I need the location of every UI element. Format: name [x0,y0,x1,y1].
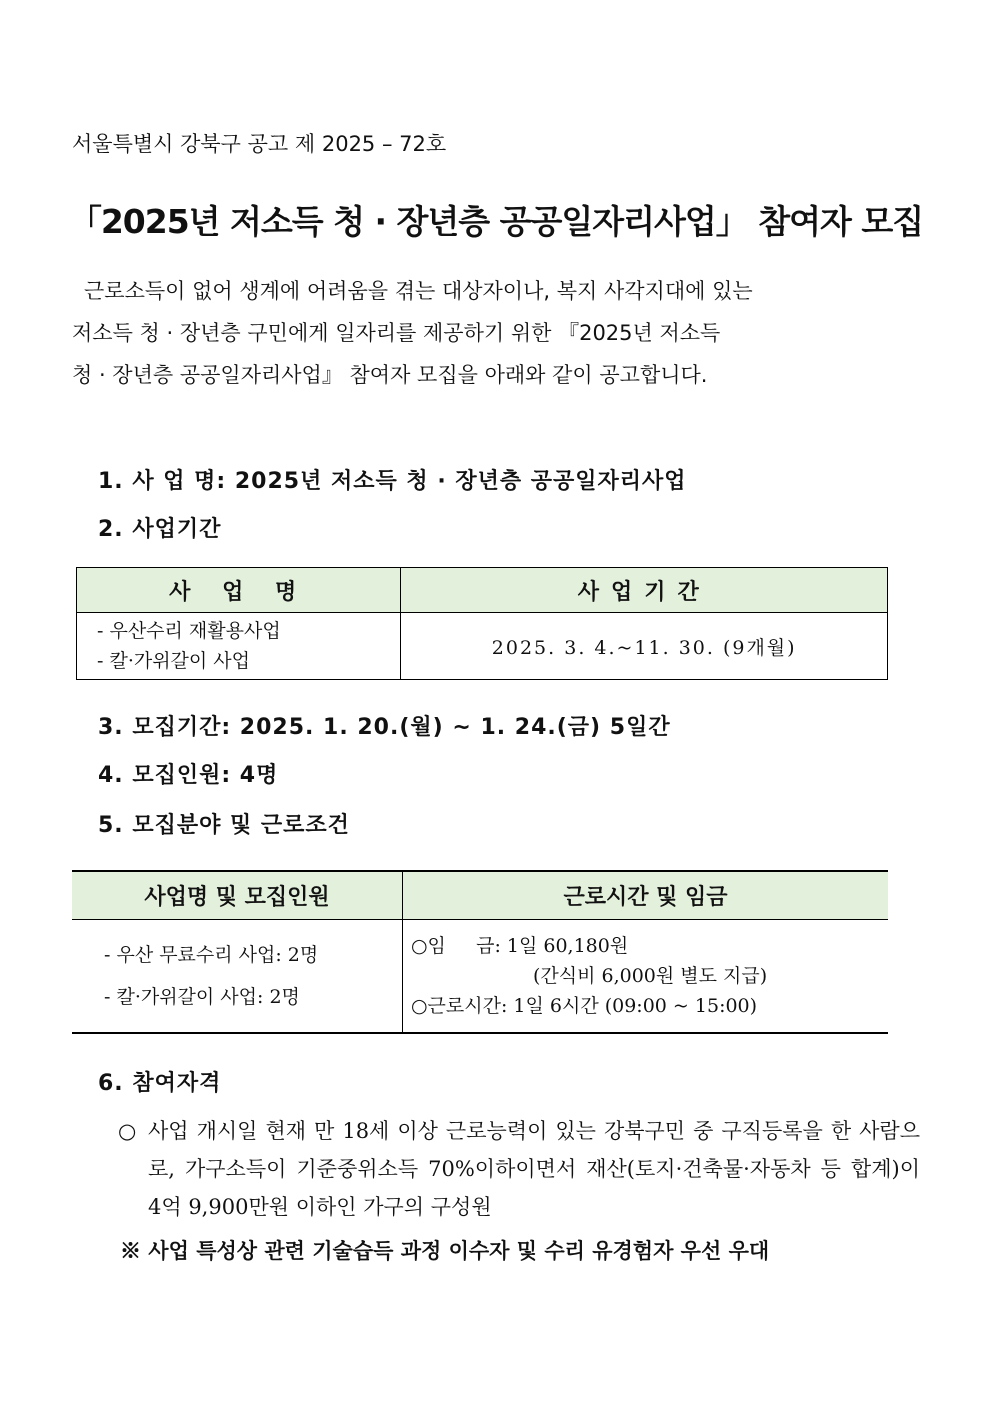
preference-note: ※ 사업 특성상 관련 기술습득 과정 이수자 및 수리 유경험자 우선 우대 [120,1238,770,1263]
intro-line: 저소득 청 · 장년층 구민에게 일자리를 제공하기 위한 『2025년 저소득 [72,321,721,345]
wage: ○임 금: 1일 60,180원 [410,935,629,957]
intro-line: 근로소득이 없어 생계에 어려움을 겪는 대상자이나, 복지 사각지대에 있는 [84,279,753,303]
notice-number: 서울특별시 강북구 공고 제 2025 – 72호 [72,132,447,156]
section-recruit-period: 3. 모집기간: 2025. 1. 20.(월) ~ 1. 24.(금) 5일간 [98,715,671,740]
project-item: - 칼·가위갈이 사업: 2명 [104,986,300,1008]
section-project-name: 1. 사 업 명: 2025년 저소득 청 · 장년층 공공일자리사업 [98,469,687,494]
table-header: 사 업 명 [77,568,401,613]
project-period-table [76,567,888,680]
table-row [77,613,888,680]
page-title: 「2025년 저소득 청 · 장년층 공공일자리사업」 참여자 모집 [68,202,924,241]
project-period: 2025. 3. 4.~11. 30. (9개월) [401,613,888,680]
eligibility-description: 사업 개시일 현재 만 18세 이상 근로능력이 있는 강북구민 중 구직등록을 한 사람으로, 가구소득이 기준중위소득 70%이하이면서 재산(토지·건축물·자동차 등 합계)이 4억 9,900만원 이하인 가구의 구성원 [148,1119,920,1219]
section-eligibility: 6. 참여자격 [98,1071,222,1096]
eligibility-text [118,1112,920,1226]
bullet-icon: ○ [118,1119,137,1143]
work-hours: ○근로시간: 1일 6시간 (09:00 ~ 15:00) [410,995,758,1017]
section-recruit-field: 5. 모집분야 및 근로조건 [98,813,350,838]
snack-allowance: (간식비 6,000원 별도 지급) [532,965,768,987]
table-row [72,920,888,1034]
project-item: - 우산수리 재활용사업 [97,620,281,642]
section-recruit-count: 4. 모집인원: 4명 [98,763,279,788]
table-header: 사업명 및 모집인원 [72,871,402,920]
table-header: 근로시간 및 임금 [402,871,888,920]
intro-paragraph [72,270,920,396]
project-item: - 칼·가위갈이 사업 [97,650,251,672]
section-project-period: 2. 사업기간 [98,517,222,542]
work-conditions-table [72,870,888,1034]
table-header: 사업기간 [401,568,888,613]
project-item: - 우산 무료수리 사업: 2명 [104,944,319,966]
intro-line: 청 · 장년층 공공일자리사업』 참여자 모집을 아래와 같이 공고합니다. [72,363,708,387]
